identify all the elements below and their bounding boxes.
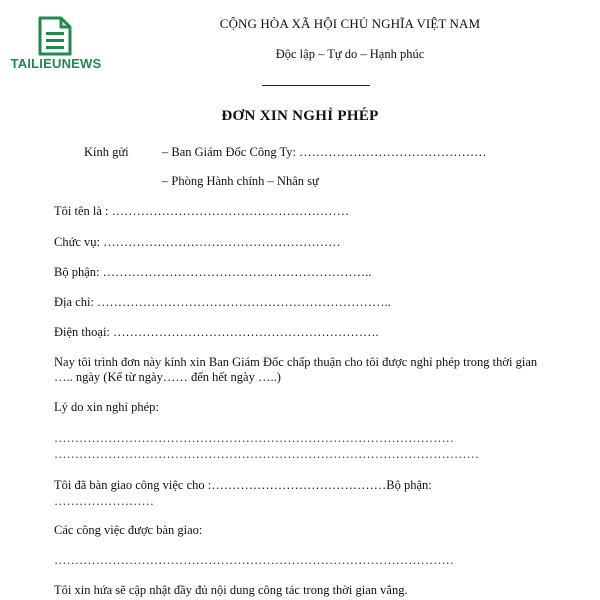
addressee-label: Kính gửi — [84, 145, 129, 159]
field-address: Địa chỉ: …………………………………………………………….. — [54, 295, 391, 309]
addressee-board: – Ban Giám Đốc Công Ty: ……………………………………… — [162, 145, 487, 159]
field-name: Tôi tên là : ………………………………………………… — [54, 204, 350, 218]
tasks-label: Các công việc được bàn giao: — [54, 523, 203, 537]
motto: Độc lập – Tự do – Hạnh phúc — [275, 47, 425, 61]
request-paragraph: Nay tôi trình đơn này kính xin Ban Giám Đốc chấp thuận cho tôi được nghỉ phép trong thời gian ….. ngày (Kể từ ngày…… đến hết ngày …..) — [54, 355, 538, 384]
reason-label: Lý do xin nghỉ phép: — [54, 400, 159, 414]
nation-heading: CỘNG HÒA XÃ HỘI CHỦ NGHĨA VIỆT NAM — [219, 16, 481, 31]
handover-blank: …………………… — [54, 494, 154, 508]
promise-line: Tôi xin hứa sẽ cập nhật đầy đủ nội dung công tác trong thời gian vắng. — [54, 583, 408, 597]
handover-line: Tôi đã bàn giao công việc cho :……………………………………Bộ phận: — [54, 478, 432, 492]
tasks-blank: …………………………………………………………………………………… — [54, 553, 454, 567]
reason-blank-2: ………………………………………………………………………………………… — [54, 447, 479, 461]
logo-brand-text: TAILIEUNEWS — [10, 56, 102, 71]
field-department: Bộ phận: ……………………………………………………….. — [54, 265, 372, 279]
reason-blank-1: …………………………………………………………………………………… — [54, 431, 454, 445]
document-icon — [36, 16, 74, 56]
field-position: Chức vụ: ………………………………………………… — [54, 235, 341, 249]
header-divider — [262, 85, 370, 86]
field-phone: Điện thoại: ………………………………………………………. — [54, 325, 379, 339]
tailieunews-logo — [8, 16, 104, 78]
document-title: ĐƠN XIN NGHỈ PHÉP — [221, 108, 379, 124]
addressee-hr: – Phòng Hành chính – Nhân sự — [162, 174, 319, 188]
